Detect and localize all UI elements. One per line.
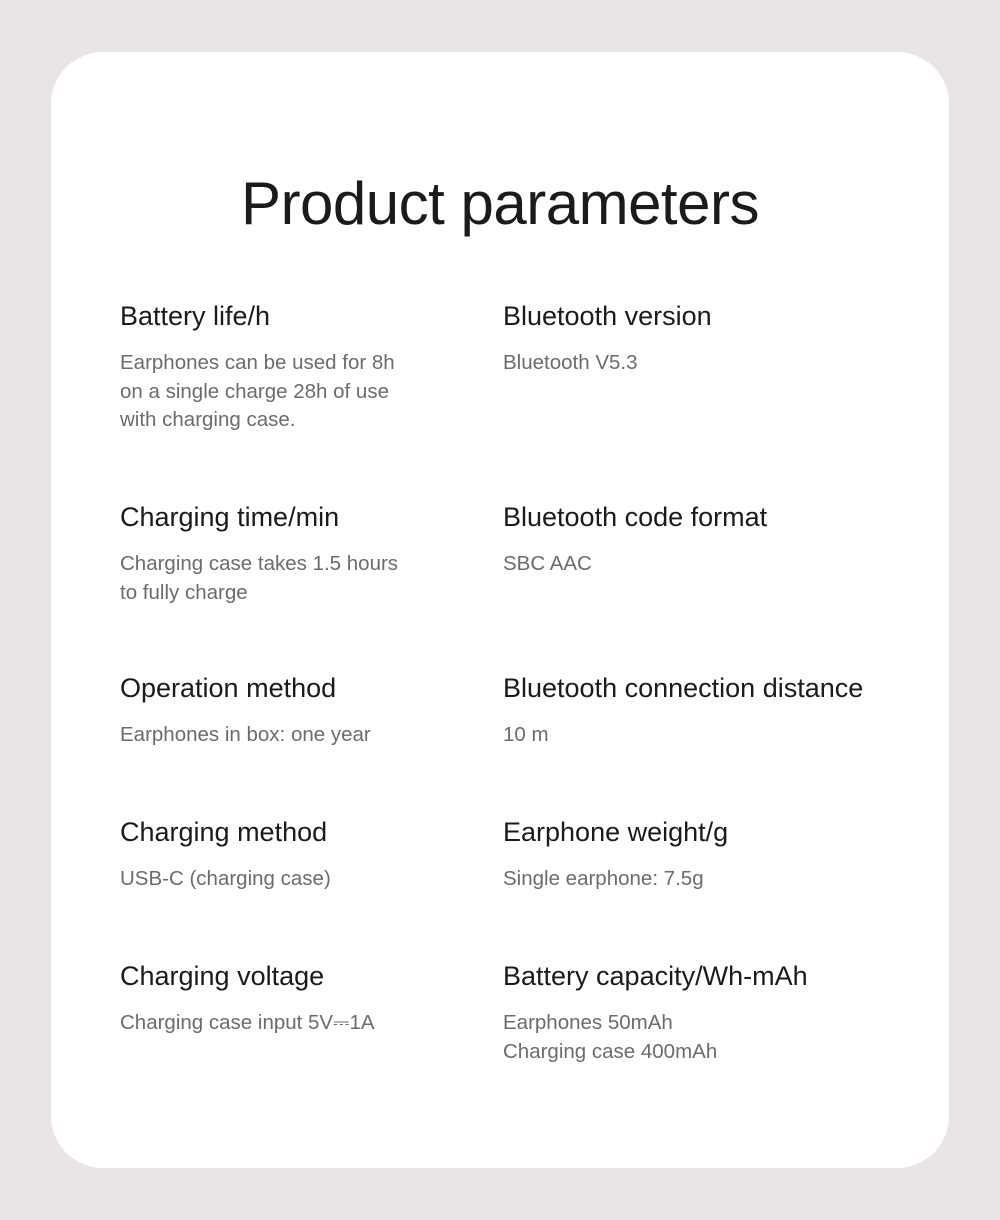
param-value: Charging case input 5V⎓1A: [120, 1011, 375, 1034]
param-charging-time: [120, 500, 500, 607]
param-earphone-weight: [503, 815, 883, 894]
param-value: USB-C (charging case): [120, 867, 331, 890]
param-label: Bluetooth version: [503, 301, 712, 331]
param-value: Earphones 50mAh Charging case 400mAh: [503, 1011, 718, 1063]
param-charging-method: [120, 815, 500, 894]
param-bluetooth-connection-distance: [503, 671, 903, 750]
page-title: Product parameters: [241, 170, 759, 237]
param-label: Charging method: [120, 817, 328, 847]
param-battery-life: [120, 299, 500, 435]
param-label: Battery life/h: [120, 301, 271, 331]
param-value: 10 m: [503, 723, 549, 746]
param-operation-method: [120, 671, 500, 750]
param-label: Charging time/min: [120, 502, 340, 532]
param-value: SBC AAC: [503, 552, 592, 575]
param-battery-capacity: [503, 959, 883, 1066]
param-label: Earphone weight/g: [503, 817, 729, 847]
param-label: Charging voltage: [120, 961, 325, 991]
param-value: Earphones can be used for 8h on a single charge 28h of use with charging case.: [120, 351, 395, 431]
param-label: Bluetooth connection distance: [503, 673, 864, 703]
param-charging-voltage: [120, 959, 500, 1038]
param-label: Bluetooth code format: [503, 502, 768, 532]
param-bluetooth-code-format: [503, 500, 883, 579]
param-value: Charging case takes 1.5 hours to fully charge: [120, 552, 399, 604]
param-bluetooth-version: [503, 299, 883, 378]
param-value: Earphones in box: one year: [120, 723, 371, 746]
param-label: Operation method: [120, 673, 337, 703]
param-label: Battery capacity/Wh-mAh: [503, 961, 808, 991]
param-value: Single earphone: 7.5g: [503, 867, 704, 890]
param-value: Bluetooth V5.3: [503, 351, 638, 374]
